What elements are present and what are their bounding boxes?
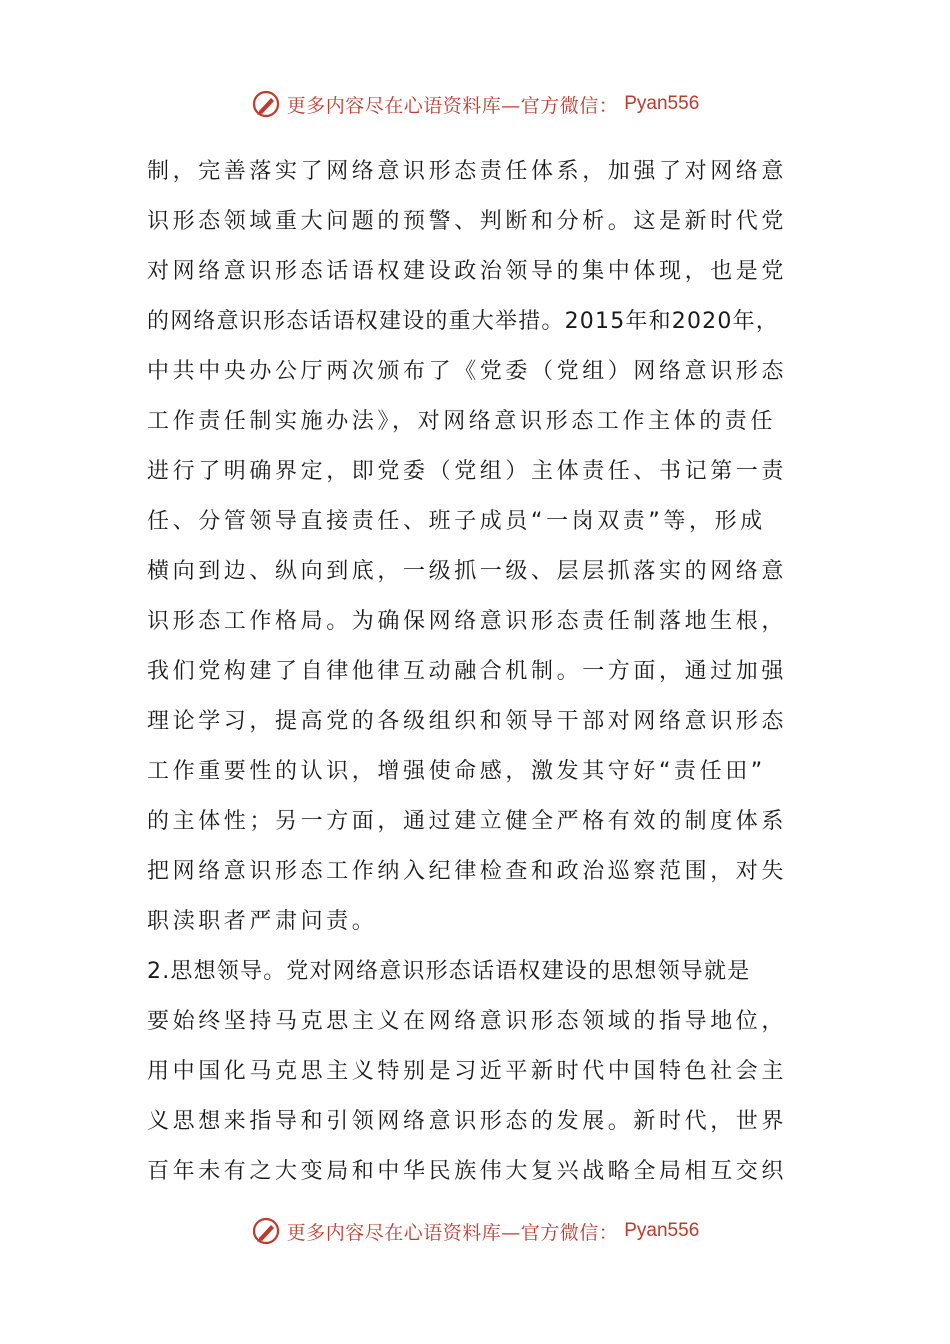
body-line: 职渎职者严肃问责。 <box>147 909 378 934</box>
body-line: 把网络意识形态工作纳入纪律检查和政治巡察范围，对失 <box>147 859 788 884</box>
body-line: 百年未有之大变局和中华民族伟大复兴战略全局相互交织 <box>147 1159 788 1184</box>
body-line: 进行了明确界定，即党委（党组）主体责任、书记第一责 <box>147 459 788 484</box>
body-line: 任、分管领导直接责任、班子成员“一岗双责”等，形成 <box>147 509 766 534</box>
body-line: 2.思想领导。党对网络意识形态话语权建设的思想领导就是 <box>147 959 751 984</box>
body-line: 对网络意识形态话语权建设政治领导的集中体现，也是党 <box>147 259 788 284</box>
header-watermark <box>0 84 950 124</box>
body-line: 横向到边、纵向到底，一级抓一级、层层抓落实的网络意 <box>147 559 788 584</box>
pen-logo-icon <box>251 1216 281 1246</box>
body-line: 用中国化马克思主义特别是习近平新时代中国特色社会主 <box>147 1059 788 1084</box>
body-line: 中共中央办公厅两次颁布了《党委（党组）网络意识形态 <box>147 359 788 384</box>
body-line: 要始终坚持马克思主义在网络意识形态领域的指导地位， <box>147 1009 788 1034</box>
body-line: 我们党构建了自律他律互动融合机制。一方面，通过加强 <box>147 659 788 684</box>
body-line: 识形态工作格局。为确保网络意识形态责任制落地生根， <box>147 609 788 634</box>
body-line: 的网络意识形态话语权建设的重大举措。2015年和2020年， <box>147 309 779 334</box>
body-line: 理论学习，提高党的各级组织和领导干部对网络意识形态 <box>147 709 788 734</box>
watermark-text: 更多内容尽在心语资料库—官方微信： <box>286 1221 619 1244</box>
body-line: 识形态领域重大问题的预警、判断和分析。这是新时代党 <box>147 209 788 234</box>
body-line: 义思想来指导和引领网络意识形态的发展。新时代，世界 <box>147 1109 788 1134</box>
body-line: 的主体性；另一方面，通过建立健全严格有效的制度体系 <box>147 809 788 834</box>
document-body <box>147 147 811 1197</box>
body-line: 制，完善落实了网络意识形态责任体系，加强了对网络意 <box>147 159 788 184</box>
body-line: 工作责任制实施办法》，对网络意识形态工作主体的责任 <box>147 409 777 434</box>
watermark-text: 更多内容尽在心语资料库—官方微信： <box>286 94 619 117</box>
watermark-wechat-id: Pyan556 <box>624 93 700 114</box>
body-line: 工作重要性的认识，增强使命感，激发其守好“责任田” <box>147 759 766 784</box>
footer-watermark <box>0 1211 950 1251</box>
watermark-wechat-id: Pyan556 <box>624 1220 700 1241</box>
pen-logo-icon <box>251 89 281 119</box>
